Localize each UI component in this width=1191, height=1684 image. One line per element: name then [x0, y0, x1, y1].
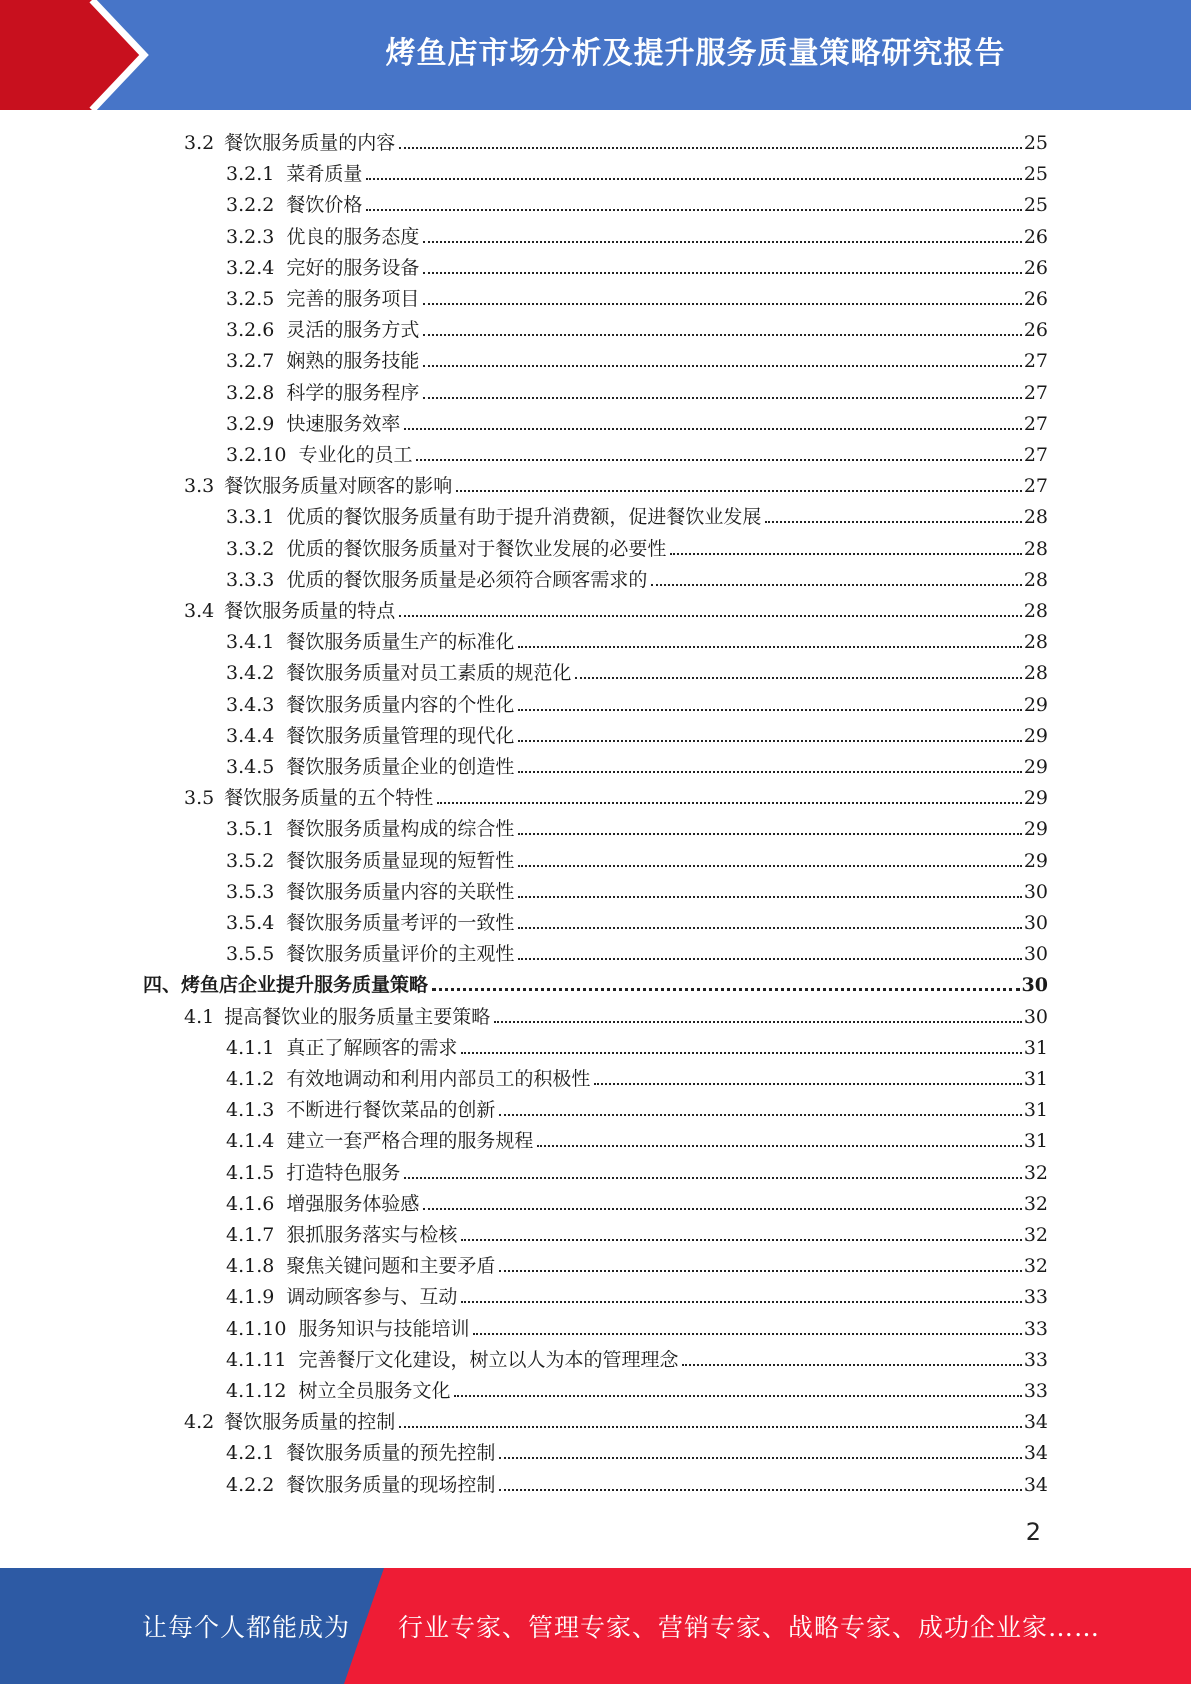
toc-entry[interactable]	[226, 877, 1048, 905]
toc-entry-page: 30	[1021, 974, 1048, 997]
toc-entry-page: 29	[1023, 693, 1048, 716]
toc-entry-page: 32	[1023, 1161, 1048, 1184]
toc-entry-number: 3.2.1	[226, 163, 275, 186]
toc-entry-number: 3.4.3	[226, 693, 275, 716]
toc-entry-page: 29	[1023, 849, 1048, 872]
toc-entry-title: 调动顾客参与、互动	[286, 1286, 458, 1309]
toc-entry-number: 4.2.2	[226, 1473, 275, 1496]
toc-leader-dots	[594, 1083, 1021, 1085]
toc-entry-title: 餐饮服务质量的特点	[224, 600, 396, 622]
toc-leader-dots	[456, 490, 1022, 492]
toc-entry-title: 餐饮服务质量对顾客的影响	[224, 475, 453, 498]
toc-leader-dots	[499, 1270, 1021, 1272]
toc-entry-number: 4.1.10	[226, 1317, 287, 1340]
toc-entry[interactable]	[226, 939, 1048, 967]
toc-entry-title: 餐饮服务质量内容的个性化	[286, 693, 515, 716]
toc-entry-title: 烤鱼店企业提升服务质量策略	[181, 974, 429, 997]
toc-entry-title: 餐饮服务质量显现的短暂性	[286, 849, 515, 872]
toc-entry-number: 4.1.12	[226, 1380, 287, 1402]
toc-entry[interactable]	[226, 190, 1048, 218]
toc-leader-dots	[499, 1114, 1021, 1116]
toc-entry-page: 27	[1023, 444, 1048, 466]
toc-leader-dots	[437, 802, 1022, 804]
toc-leader-dots	[473, 1333, 1021, 1335]
toc-entry[interactable]	[226, 1189, 1048, 1217]
toc-leader-dots	[404, 428, 1021, 430]
toc-entry-page: 26	[1023, 319, 1048, 342]
toc-entry[interactable]	[226, 1158, 1048, 1186]
toc-entry-title: 优质的餐饮服务质量是必须符合顾客需求的	[286, 568, 648, 591]
toc-entry-number: 3.5.2	[226, 849, 275, 872]
toc-leader-dots	[423, 397, 1021, 399]
toc-entry-page: 29	[1023, 818, 1048, 841]
page-footer	[0, 1568, 1191, 1684]
toc-entry-page: 30	[1023, 1005, 1048, 1028]
toc-entry-title: 餐饮服务质量企业的创造性	[286, 756, 515, 778]
toc-entry-number: 3.5.3	[226, 880, 275, 903]
toc-entry-title: 完善餐厅文化建设，树立以人为本的管理理念	[298, 1348, 679, 1371]
toc-entry-title: 娴熟的服务技能	[286, 350, 420, 373]
footer-slogan-left: 让每个人都能成为	[142, 1613, 351, 1642]
toc-entry[interactable]	[226, 658, 1048, 686]
toc-leader-dots	[537, 1145, 1021, 1147]
toc-leader-dots	[423, 334, 1021, 336]
toc-entry[interactable]	[226, 502, 1048, 530]
toc-entry-number: 3.3.2	[226, 537, 275, 560]
toc-leader-dots	[399, 147, 1022, 149]
toc-entry-number: 3.4.1	[226, 631, 275, 654]
toc-entry-page: 31	[1023, 1068, 1048, 1090]
toc-entry-number: 4.1	[184, 1005, 215, 1028]
toc-entry-number: 3.2.8	[226, 381, 275, 404]
toc-entry-page: 26	[1023, 225, 1048, 248]
toc-leader-dots	[399, 1426, 1022, 1428]
toc-entry-title: 专业化的员工	[298, 444, 413, 466]
toc-entry-title: 快速服务效率	[286, 412, 401, 435]
toc-entry-page: 27	[1023, 412, 1048, 435]
toc-entry-number: 3.5.4	[226, 912, 275, 934]
toc-entry-title: 有效地调动和利用内部员工的积极性	[286, 1068, 591, 1090]
toc-leader-dots	[416, 459, 1021, 461]
header-arrow-decoration	[0, 0, 200, 110]
toc-entry-title: 提高餐饮业的服务质量主要策略	[224, 1005, 491, 1028]
toc-entry-title: 灵活的服务方式	[286, 319, 420, 342]
toc-entry-number: 3.3	[184, 475, 215, 498]
toc-entry-number: 4.1.5	[226, 1161, 275, 1184]
toc-entry-number: 4.1.11	[226, 1348, 287, 1371]
toc-entry-page: 34	[1023, 1442, 1048, 1465]
toc-leader-dots	[494, 1021, 1022, 1023]
toc-entry-page: 27	[1023, 475, 1048, 498]
toc-entry-number: 4.1.3	[226, 1099, 275, 1122]
toc-entry-title: 餐饮服务质量的五个特性	[224, 787, 434, 810]
page-header	[0, 0, 1191, 110]
toc-leader-dots	[423, 272, 1021, 274]
toc-leader-dots	[366, 178, 1021, 180]
toc-leader-dots	[423, 365, 1021, 367]
toc-entry[interactable]	[226, 409, 1048, 437]
toc-entry[interactable]	[226, 721, 1048, 749]
toc-entry-page: 31	[1023, 1036, 1048, 1059]
toc-entry-title: 建立一套严格合理的服务规程	[286, 1130, 534, 1153]
toc-entry-page: 26	[1023, 256, 1048, 279]
toc-entry-page: 33	[1023, 1286, 1048, 1309]
toc-entry-title: 餐饮服务质量对员工素质的规范化	[286, 662, 572, 685]
toc-entry-page: 28	[1023, 506, 1048, 529]
toc-leader-dots	[651, 584, 1021, 586]
toc-entry[interactable]	[184, 596, 1048, 624]
toc-entry-number: 3.5	[184, 787, 215, 810]
toc-entry-number: 4.2	[184, 1411, 215, 1434]
toc-entry-number: 3.5.1	[226, 818, 275, 841]
toc-entry[interactable]	[226, 1282, 1048, 1310]
toc-entry-number: 3.2.5	[226, 288, 275, 310]
toc-entry[interactable]	[226, 1438, 1048, 1466]
toc-entry[interactable]	[226, 1376, 1048, 1404]
toc-entry-page: 28	[1023, 537, 1048, 560]
toc-entry-page: 28	[1023, 662, 1048, 685]
toc-entry-title: 增强服务体验感	[286, 1192, 420, 1215]
toc-entry-page: 30	[1023, 943, 1048, 966]
toc-entry[interactable]	[143, 970, 1048, 998]
toc-entry-title: 餐饮服务质量的现场控制	[286, 1473, 496, 1496]
toc-entry-title: 餐饮服务质量考评的一致性	[286, 912, 515, 934]
toc-entry-page: 32	[1023, 1255, 1048, 1278]
toc-entry-title: 餐饮价格	[286, 194, 363, 217]
page-number: 2	[1025, 1518, 1041, 1546]
toc-entry-title: 狠抓服务落实与检核	[286, 1224, 458, 1246]
toc-leader-dots	[499, 1457, 1021, 1459]
toc-entry-title: 餐饮服务质量的预先控制	[286, 1442, 496, 1465]
toc-entry[interactable]	[226, 1251, 1048, 1279]
toc-entry-number: 3.2	[184, 132, 215, 154]
toc-leader-dots	[518, 865, 1021, 867]
toc-entry-number: 3.4.4	[226, 724, 275, 747]
toc-entry-page: 34	[1023, 1411, 1048, 1434]
toc-entry-title: 完善的服务项目	[286, 288, 420, 310]
toc-entry[interactable]	[226, 690, 1048, 718]
toc-entry[interactable]	[226, 253, 1048, 281]
toc-leader-dots	[518, 958, 1021, 960]
toc-entry[interactable]	[226, 346, 1048, 374]
toc-entry[interactable]	[226, 814, 1048, 842]
toc-entry[interactable]	[226, 846, 1048, 874]
toc-leader-dots	[461, 1052, 1021, 1054]
toc-entry-page: 32	[1023, 1224, 1048, 1246]
toc-entry-title: 餐饮服务质量内容的关联性	[286, 880, 515, 903]
toc-entry-number: 3.3.1	[226, 506, 275, 529]
toc-entry[interactable]	[184, 1002, 1048, 1030]
toc-entry[interactable]	[226, 1220, 1048, 1248]
toc-leader-dots	[423, 1208, 1021, 1210]
toc-entry-page: 29	[1023, 724, 1048, 747]
toc-leader-dots	[499, 1489, 1021, 1491]
toc-entry-page: 25	[1023, 194, 1048, 217]
toc-entry-page: 29	[1023, 787, 1048, 810]
toc-entry-number: 4.1.8	[226, 1255, 275, 1278]
toc-entry-page: 31	[1023, 1130, 1048, 1153]
toc-entry[interactable]	[184, 1407, 1048, 1435]
toc-entry[interactable]	[226, 1095, 1048, 1123]
toc-entry-title: 聚焦关键问题和主要矛盾	[286, 1255, 496, 1278]
toc-leader-dots	[518, 833, 1021, 835]
toc-entry-title: 优质的餐饮服务质量对于餐饮业发展的必要性	[286, 537, 667, 560]
toc-entry-page: 30	[1023, 912, 1048, 934]
toc-entry-title: 优质的餐饮服务质量有助于提升消费额，促进餐饮业发展	[286, 506, 762, 529]
toc-entry-title: 科学的服务程序	[286, 381, 420, 404]
toc-entry-page: 27	[1023, 350, 1048, 373]
toc-entry-title: 餐饮服务质量生产的标准化	[286, 631, 515, 654]
toc-entry[interactable]	[184, 471, 1048, 499]
footer-slogan-right: 行业专家、管理专家、营销专家、战略专家、成功企业家……	[398, 1613, 1101, 1642]
toc-entry-title: 树立全员服务文化	[298, 1380, 451, 1402]
toc-entry-title: 真正了解顾客的需求	[286, 1036, 458, 1059]
toc-entry-page: 33	[1023, 1380, 1048, 1402]
toc-entry-page: 32	[1023, 1192, 1048, 1215]
toc-entry-page: 27	[1023, 381, 1048, 404]
toc-entry-number: 3.2.3	[226, 225, 275, 248]
toc-entry[interactable]	[184, 128, 1048, 156]
toc-leader-dots	[454, 1395, 1021, 1397]
toc-entry-number: 3.2.2	[226, 194, 275, 217]
toc-leader-dots	[432, 988, 1020, 991]
toc-entry-page: 28	[1023, 600, 1048, 622]
toc-entry[interactable]	[226, 1470, 1048, 1498]
toc-entry[interactable]	[226, 1345, 1048, 1373]
toc-entry-page: 29	[1023, 756, 1048, 778]
toc-entry[interactable]	[226, 1126, 1048, 1154]
toc-entry-page: 28	[1023, 568, 1048, 591]
toc-entry-title: 不断进行餐饮菜品的创新	[286, 1099, 496, 1122]
toc-entry-title: 服务知识与技能培训	[298, 1317, 470, 1340]
toc-entry-title: 餐饮服务质量的内容	[224, 132, 396, 154]
toc-entry[interactable]	[226, 440, 1048, 468]
report-title: 烤鱼店市场分析及提升服务质量策略研究报告	[385, 36, 1006, 71]
toc-entry-number: 3.2.10	[226, 444, 287, 466]
toc-entry-page: 33	[1023, 1348, 1048, 1371]
toc-leader-dots	[765, 521, 1021, 523]
toc-leader-dots	[518, 740, 1021, 742]
toc-entry-title: 餐饮服务质量管理的现代化	[286, 724, 515, 747]
toc-entry-number: 3.2.6	[226, 319, 275, 342]
toc-entry[interactable]	[226, 315, 1048, 343]
toc-leader-dots	[518, 771, 1021, 773]
toc-entry-number: 3.4.2	[226, 662, 275, 685]
toc-entry-number: 3.3.3	[226, 568, 275, 591]
toc-leader-dots	[423, 241, 1021, 243]
toc-entry-number: 4.1.2	[226, 1068, 275, 1090]
toc-entry[interactable]	[226, 534, 1048, 562]
toc-entry-number: 3.4	[184, 600, 215, 622]
toc-entry-title: 优良的服务态度	[286, 225, 420, 248]
toc-entry-number: 4.2.1	[226, 1442, 275, 1465]
toc-entry-page: 25	[1023, 132, 1048, 154]
toc-leader-dots	[670, 553, 1021, 555]
toc-entry-number: 4.1.1	[226, 1036, 275, 1059]
toc-entry-page: 26	[1023, 288, 1048, 310]
toc-entry-number: 4.1.4	[226, 1130, 275, 1153]
toc-leader-dots	[518, 896, 1021, 898]
toc-entry-title: 菜肴质量	[286, 163, 363, 186]
toc-entry-page: 30	[1023, 880, 1048, 903]
toc-entry-number: 4.1.9	[226, 1286, 275, 1309]
toc-entry-number: 4.1.7	[226, 1224, 275, 1246]
toc-entry[interactable]	[226, 908, 1048, 936]
toc-entry[interactable]	[226, 378, 1048, 406]
toc-entry-page: 28	[1023, 631, 1048, 654]
toc-leader-dots	[518, 709, 1021, 711]
toc-entry-title: 完好的服务设备	[286, 256, 420, 279]
toc-entry[interactable]	[226, 752, 1048, 780]
toc-leader-dots	[575, 677, 1021, 679]
toc-entry[interactable]	[184, 783, 1048, 811]
toc-entry-number: 3.2.7	[226, 350, 275, 373]
toc-entry[interactable]	[226, 284, 1048, 312]
toc-leader-dots	[518, 927, 1021, 929]
toc-entry-page: 34	[1023, 1473, 1048, 1496]
toc-entry[interactable]	[226, 627, 1048, 655]
toc-leader-dots	[518, 646, 1021, 648]
toc-entry-number: 4.1.6	[226, 1192, 275, 1215]
toc-entry-title: 餐饮服务质量的控制	[224, 1411, 396, 1434]
toc-entry-number: 3.4.5	[226, 756, 275, 778]
toc-entry-number: 3.5.5	[226, 943, 275, 966]
toc-entry[interactable]	[226, 1064, 1048, 1092]
toc-entry-number: 3.2.9	[226, 412, 275, 435]
toc-entry-title: 打造特色服务	[286, 1161, 401, 1184]
toc-leader-dots	[423, 303, 1021, 305]
toc-leader-dots	[682, 1364, 1021, 1366]
toc-entry-page: 31	[1023, 1099, 1048, 1122]
toc-entry-title: 餐饮服务质量构成的综合性	[286, 818, 515, 841]
toc-entry-title: 餐饮服务质量评价的主观性	[286, 943, 515, 966]
toc-entry[interactable]	[226, 1314, 1048, 1342]
toc-leader-dots	[461, 1239, 1021, 1241]
toc-leader-dots	[399, 615, 1022, 617]
toc-entry-number: 四、	[143, 974, 182, 997]
toc-leader-dots	[461, 1301, 1021, 1303]
toc-entry[interactable]	[226, 159, 1048, 187]
toc-entry-page: 33	[1023, 1317, 1048, 1340]
toc-entry[interactable]	[226, 1033, 1048, 1061]
toc-entry-number: 3.2.4	[226, 256, 275, 279]
toc-leader-dots	[366, 209, 1021, 211]
toc-entry[interactable]	[226, 222, 1048, 250]
toc-entry-page: 25	[1023, 163, 1048, 186]
toc-leader-dots	[404, 1177, 1021, 1179]
toc-entry[interactable]	[226, 565, 1048, 593]
